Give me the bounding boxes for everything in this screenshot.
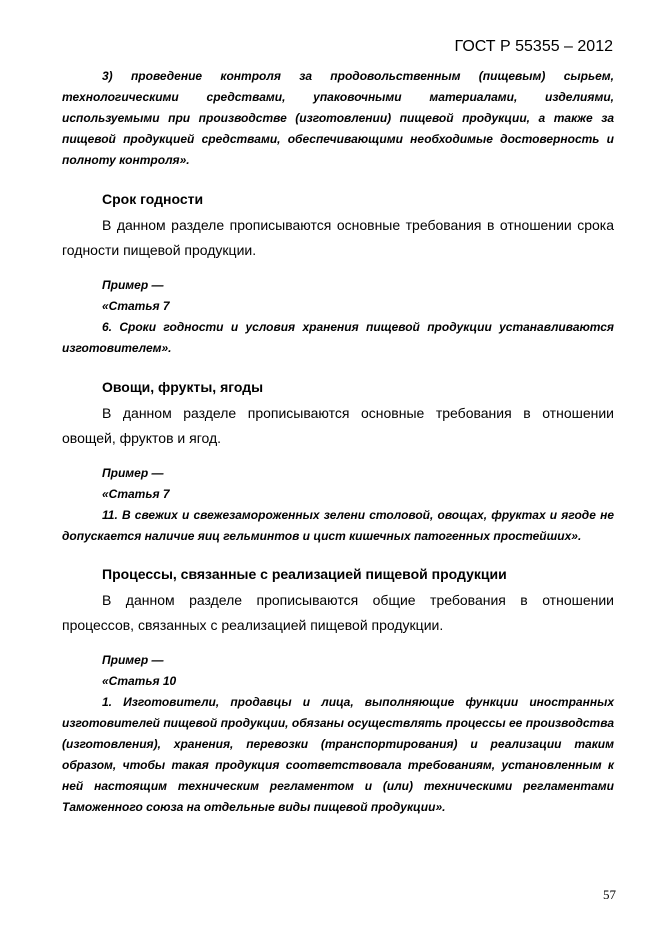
section-shelf-life: [62, 189, 614, 359]
example-quote: 6. Сроки годности и условия хранения пищевой продукции устанавливаются изготовителем».: [62, 320, 614, 355]
section-body: В данном разделе прописываются основные требования в отношении овощей, фруктов и ягод.: [62, 405, 614, 446]
example-quote: 1. Изготовители, продавцы и лица, выполняющие функции иностранных изготовителей пищевой продукции, обязаны осуществлять процессы ее производства (изготовления), хранения, перевозки (транспортирования) и реализации таким образом, чтобы такая продукция соответствовала требованиям, установленным к ней настоящим техническим регламентом и (или) техническими регламентами Таможенного союза на отдельные виды пищевой продукции».: [62, 695, 614, 814]
example-label: Пример —: [102, 653, 164, 667]
example-label: Пример —: [102, 278, 164, 292]
section-sales-processes: [62, 564, 614, 818]
document-header: ГОСТ Р 55355 – 2012: [454, 38, 613, 55]
section-body: В данном разделе прописываются общие требования в отношении процессов, связанных с реализацией пищевой продукции.: [62, 592, 614, 633]
section-heading: Процессы, связанные с реализацией пищевой продукции: [102, 566, 507, 582]
example-quote: 11. В свежих и свежезамороженных зелени столовой, овощах, фруктах и ягоде не допускается наличие яиц гельминтов и цист кишечных патогенных простейших».: [62, 508, 614, 543]
section-body: В данном разделе прописываются основные требования в отношении срока годности пищевой продукции.: [62, 217, 614, 258]
page-content: [62, 66, 614, 818]
article-label: «Статья 10: [102, 674, 177, 688]
page-number: 57: [603, 887, 616, 902]
intro-quote: 3) проведение контроля за продовольственным (пищевым) сырьем, технологическими средствами, упаковочными материалами, изделиями, используемыми при производстве (изготовлении) пищевой продукции, а также за пищевой продукцией средствами, обеспечивающими необходимые достоверность и полноту контроля».: [62, 69, 614, 167]
article-label: «Статья 7: [102, 299, 170, 313]
example-label: Пример —: [102, 466, 164, 480]
section-heading: Овощи, фрукты, ягоды: [102, 379, 264, 395]
section-vegetables: [62, 377, 614, 547]
section-heading: Срок годности: [102, 191, 204, 207]
article-label: «Статья 7: [102, 487, 170, 501]
